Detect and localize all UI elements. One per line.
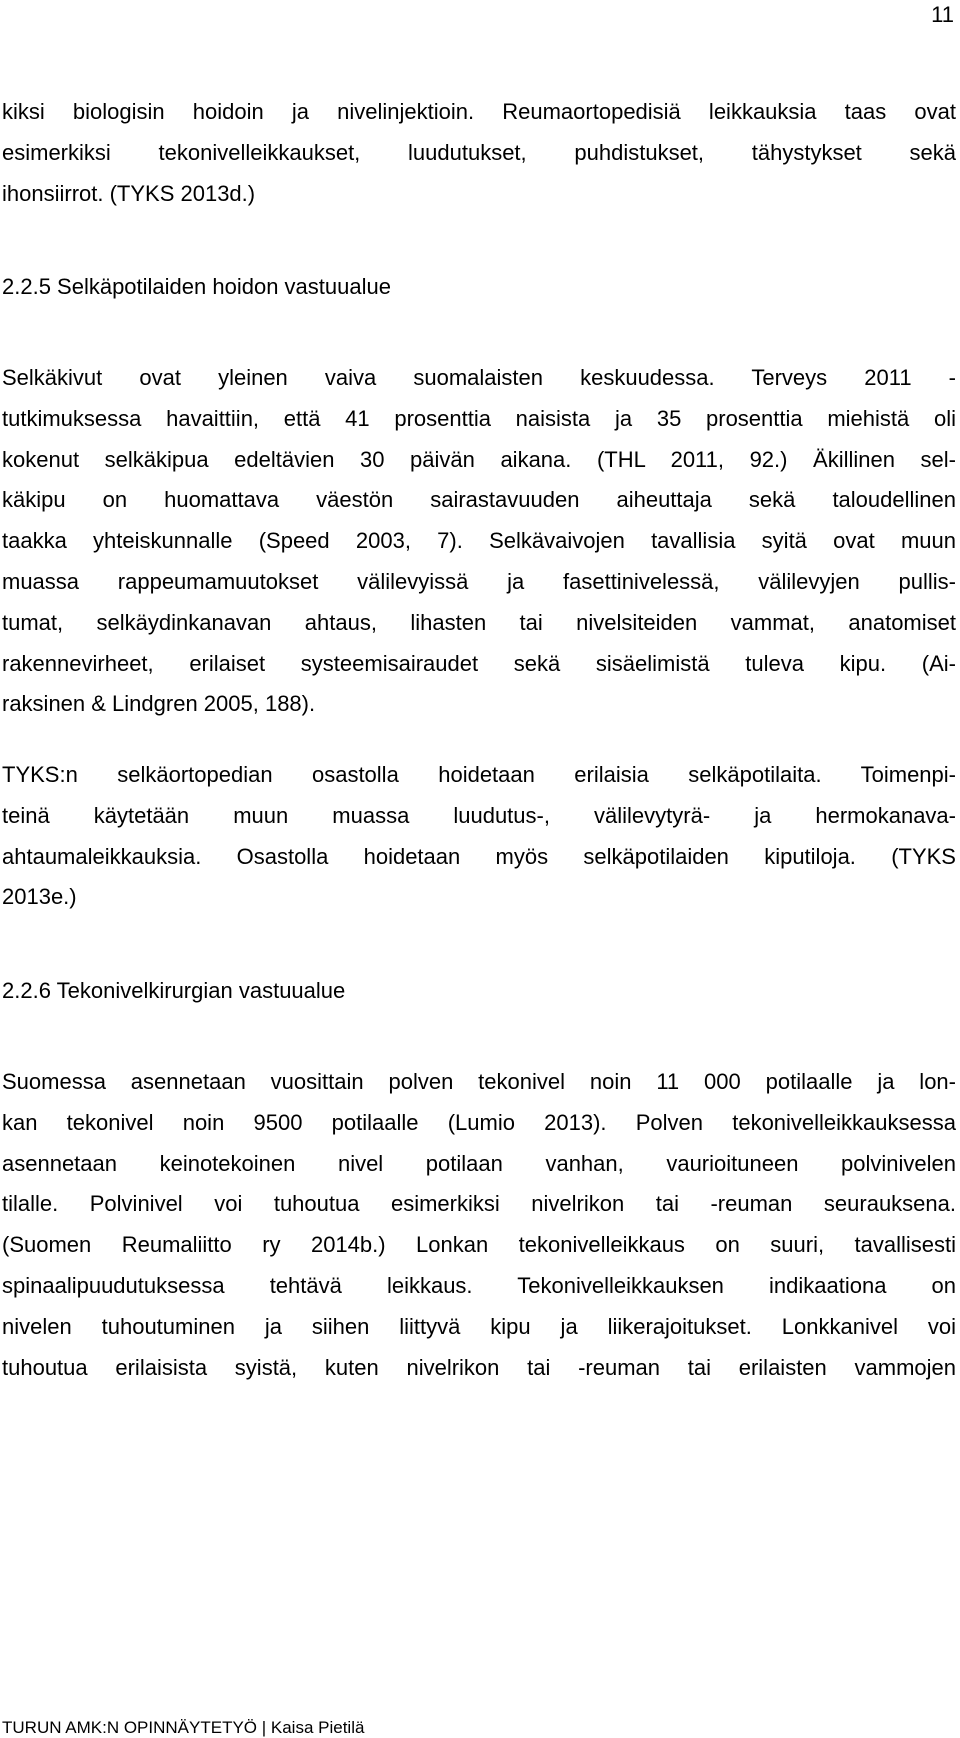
text-line: tutkimuksessa havaittiin, että 41 prosenttia naisista ja 35 prosenttia miehistä oli bbox=[2, 405, 956, 431]
text-line: 2013e.) bbox=[2, 884, 77, 910]
section-heading-2-2-6: 2.2.6 Tekonivelkirurgian vastuualue bbox=[2, 978, 346, 1003]
text-line: ahtaumaleikkauksia. Osastolla hoidetaan myös selkäpotilaiden kiputiloja. (TYKS bbox=[2, 843, 956, 869]
section-heading-2-2-5: 2.2.5 Selkäpotilaiden hoidon vastuualue bbox=[2, 274, 391, 299]
paragraph-tyks-spine bbox=[2, 755, 956, 918]
text-line: tumat, selkäydinkanavan ahtaus, lihasten tai nivelsiteiden vammat, anatomiset bbox=[2, 609, 956, 635]
paragraph-joint-surgery bbox=[2, 1062, 956, 1388]
text-line: kokenut selkäkipua edeltävien 30 päivän aikana. (THL 2011, 92.) Äkillinen sel- bbox=[2, 446, 956, 472]
text-line: asennetaan keinotekoinen nivel potilaan vanhan, vaurioituneen polvinivelen bbox=[2, 1150, 956, 1176]
paragraph-intro bbox=[2, 92, 956, 214]
text-line: TYKS:n selkäortopedian osastolla hoidetaan erilaisia selkäpotilaita. Toimenpi- bbox=[2, 762, 956, 787]
text-line: (Suomen Reumaliitto ry 2014b.) Lonkan tekonivelleikkaus on suuri, tavallisesti bbox=[2, 1232, 956, 1258]
text-line: kan tekonivel noin 9500 potilaalle (Lumio 2013). Polven tekonivelleikkauksessa bbox=[2, 1109, 956, 1135]
text-line: käkipu on huomattava väestön sairastavuuden aiheuttaja sekä taloudellinen bbox=[2, 487, 956, 513]
text-line: taakka yhteiskunnalle (Speed 2003, 7). Selkävaivojen tavallisia syitä ovat muun bbox=[2, 528, 956, 554]
text-line: tuhoutua erilaisista syistä, kuten nivelrikon tai -reuman tai erilaisten vammojen bbox=[2, 1354, 956, 1380]
text-line: Selkäkivut ovat yleinen vaiva suomalaisten keskuudessa. Terveys 2011 - bbox=[2, 365, 956, 390]
text-line: Suomessa asennetaan vuosittain polven tekonivel noin 11 000 potilaalle ja lon- bbox=[2, 1069, 956, 1094]
text-line: rakennevirheet, erilaiset systeemisairaudet sekä sisäelimistä tuleva kipu. (Ai- bbox=[2, 650, 956, 676]
text-line: esimerkiksi tekonivelleikkaukset, luudutukset, puhdistukset, tähystykset sekä bbox=[2, 139, 956, 165]
text-line: kiksi biologisin hoidoin ja nivelinjektioin. Reumaortopedisiä leikkauksia taas ovat bbox=[2, 99, 956, 124]
text-line: raksinen & Lindgren 2005, 188). bbox=[2, 691, 316, 717]
text-line: tilalle. Polvinivel voi tuhoutua esimerkiksi nivelrikon tai -reuman seurauksena. bbox=[2, 1191, 956, 1217]
text-line: teinä käytetään muun muassa luudutus-, välilevytyrä- ja hermokanava- bbox=[2, 802, 956, 828]
page-number: 11 bbox=[931, 2, 954, 27]
text-line: nivelen tuhoutuminen ja siihen liittyvä kipu ja liikerajoitukset. Lonkkanivel voi bbox=[2, 1313, 956, 1339]
text-line: spinaalipuudutuksessa tehtävä leikkaus. Tekonivelleikkauksen indikaationa on bbox=[2, 1272, 956, 1298]
page-footer: TURUN AMK:N OPINNÄYTETYÖ | Kaisa Pietilä bbox=[2, 1718, 365, 1737]
text-line: muassa rappeumamuutokset välilevyissä ja fasettinivelessä, välilevyjen pullis- bbox=[2, 568, 956, 594]
text-line: ihonsiirrot. (TYKS 2013d.) bbox=[2, 180, 256, 206]
paragraph-back-pain bbox=[2, 358, 956, 725]
